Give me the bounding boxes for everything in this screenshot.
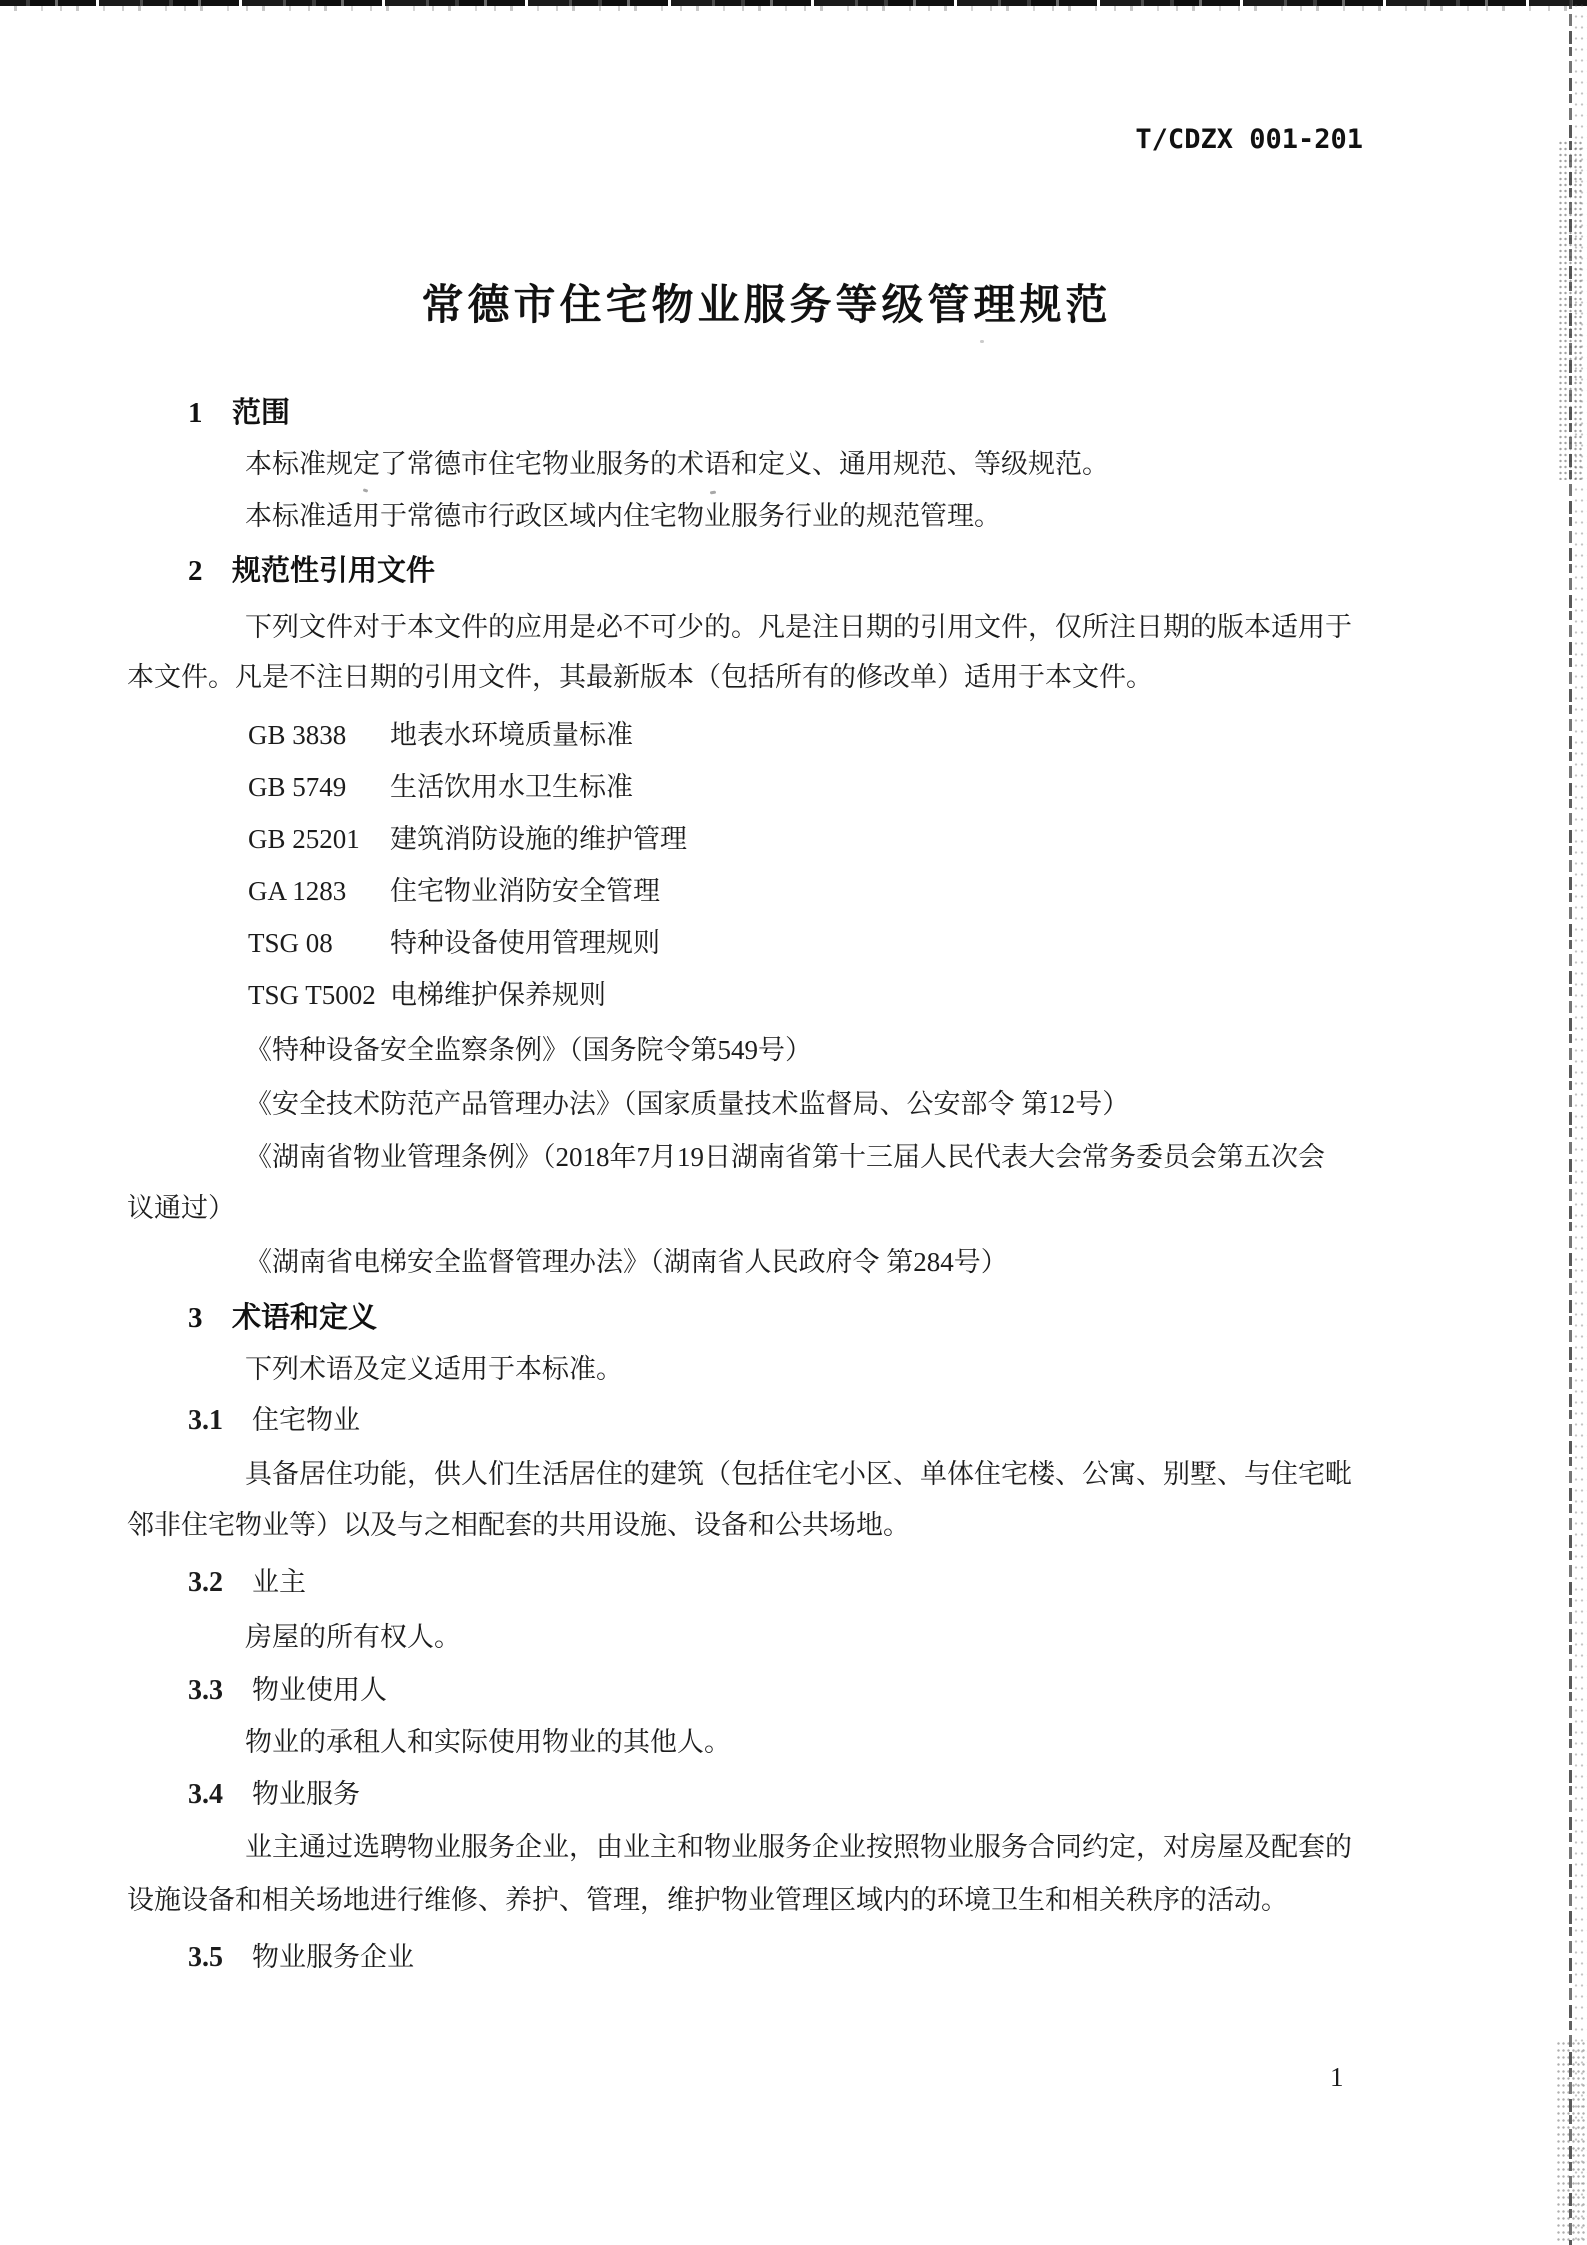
section-2-intro-line-2: 本文件。凡是不注日期的引用文件，其最新版本（包括所有的修改单）适用于本文件。: [127, 662, 1153, 692]
clause-3-5-heading: [188, 1943, 414, 1974]
section-3-heading: [188, 1303, 377, 1335]
clause-3-1-heading: [188, 1406, 360, 1437]
reference-code: GA 1283: [248, 876, 347, 906]
reference-title: 地表水环境质量标准: [390, 720, 633, 750]
reference-title: 建筑消防设施的维护管理: [390, 824, 687, 854]
reference-code: TSG 08: [248, 928, 333, 958]
standard-code: T/CDZX 001-201: [1135, 124, 1363, 155]
section-2-intro-line-1: 下列文件对于本文件的应用是必不可少的。凡是注日期的引用文件，仅所注日期的版本适用于: [245, 612, 1352, 642]
page-number: 1: [1330, 2062, 1344, 2092]
reference-item: [248, 773, 633, 803]
section-3-title: 术语和定义: [232, 1302, 378, 1334]
reference-item: [248, 877, 660, 907]
scan-artifact-noise-lower: [1556, 2040, 1587, 2245]
clause-3-2-definition: 房屋的所有权人。: [245, 1622, 461, 1652]
reference-code: GB 5749: [248, 772, 347, 802]
clause-number: 3.3: [188, 1675, 223, 1706]
section-1-paragraph-2: 本标准适用于常德市行政区域内住宅物业服务行业的规范管理。: [245, 501, 1001, 531]
clause-3-1-definition-wrap: 邻非住宅物业等）以及与之相配套的共用设施、设备和公共场地。: [127, 1510, 910, 1540]
section-3-number: 3: [188, 1302, 203, 1334]
clause-term: 业主: [252, 1567, 306, 1597]
clause-number: 3.1: [188, 1405, 223, 1436]
reference-title: 特种设备使用管理规则: [390, 928, 660, 958]
section-3-intro: 下列术语及定义适用于本标准。: [245, 1354, 623, 1384]
section-1-paragraph-1: 本标准规定了常德市住宅物业服务的术语和定义、通用规范、等级规范。: [245, 449, 1109, 479]
section-2-number: 2: [188, 555, 203, 587]
cited-document: 《安全技术防范产品管理办法》（国家质量技术监督局、公安部令 第12号）: [245, 1089, 1130, 1119]
reference-item: [248, 721, 633, 751]
scan-artifact-noise-upper: [1558, 140, 1584, 480]
clause-number: 3.2: [188, 1567, 223, 1598]
scan-speck: [710, 491, 716, 495]
cited-document: 《湖南省物业管理条例》（2018年7月19日湖南省第十三届人民代表大会常务委员会第五次会: [245, 1142, 1325, 1172]
clause-3-3-heading: [188, 1676, 387, 1707]
section-2-title: 规范性引用文件: [232, 555, 436, 587]
reference-code: GB 25201: [248, 824, 360, 854]
section-1-heading: [188, 398, 290, 430]
reference-title: 生活饮用水卫生标准: [390, 772, 633, 802]
section-2-heading: [188, 556, 435, 588]
reference-item: [248, 981, 606, 1011]
scan-speck: [980, 340, 984, 343]
cited-document: 《特种设备安全监察条例》（国务院令第549号）: [245, 1035, 812, 1065]
clause-number: 3.5: [188, 1942, 223, 1973]
clause-term: 物业使用人: [252, 1675, 387, 1705]
reference-code: GB 3838: [248, 720, 347, 750]
reference-code: TSG T5002: [248, 980, 376, 1010]
cited-document-wrap: 议通过）: [127, 1193, 235, 1223]
section-1-title: 范围: [232, 397, 291, 429]
clause-3-3-definition: 物业的承租人和实际使用物业的其他人。: [245, 1727, 731, 1757]
cited-document: 《湖南省电梯安全监督管理办法》（湖南省人民政府令 第284号）: [245, 1247, 1008, 1277]
clause-term: 物业服务企业: [252, 1942, 414, 1972]
clause-3-4-heading: [188, 1780, 360, 1811]
clause-term: 物业服务: [252, 1779, 360, 1809]
clause-3-2-heading: [188, 1568, 306, 1599]
clause-number: 3.4: [188, 1779, 223, 1810]
clause-3-1-definition: 具备居住功能，供人们生活居住的建筑（包括住宅小区、单体住宅楼、公寓、别墅、与住宅毗: [245, 1459, 1352, 1489]
scan-artifact-top-band-2: [0, 6, 1587, 11]
reference-title: 住宅物业消防安全管理: [390, 876, 660, 906]
reference-item: [248, 929, 660, 959]
scan-speck: [363, 488, 369, 492]
reference-item: [248, 825, 687, 855]
document-title: 常德市住宅物业服务等级管理规范: [421, 281, 1112, 328]
reference-title: 电梯维护保养规则: [390, 980, 606, 1010]
section-1-number: 1: [188, 397, 203, 429]
clause-term: 住宅物业: [252, 1405, 360, 1435]
clause-3-4-definition: 业主通过选聘物业服务企业，由业主和物业服务企业按照物业服务合同约定，对房屋及配套的: [245, 1832, 1352, 1862]
clause-3-4-definition-wrap: 设施设备和相关场地进行维修、养护、管理，维护物业管理区域内的环境卫生和相关秩序的活动。: [127, 1885, 1288, 1915]
